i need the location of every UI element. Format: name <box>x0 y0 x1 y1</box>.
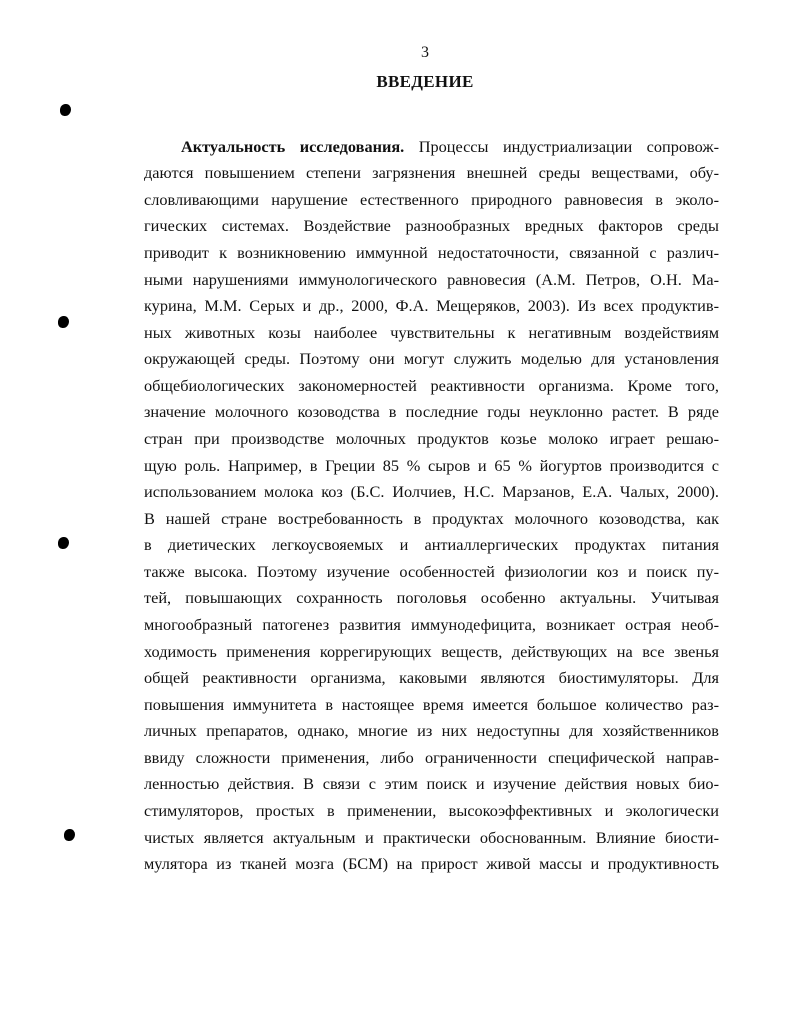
text-line: окружающей среды. Поэтому они могут служить моделью для установления <box>144 349 719 368</box>
text-line: В нашей стране востребованность в продуктах молочного козоводства, как <box>144 509 719 528</box>
page-title: ВВЕДЕНИЕ <box>376 72 474 91</box>
text-line: ленностью действия. В связи с этим поиск и изучение действия новых био- <box>144 774 719 793</box>
page-number: 3 <box>421 44 429 61</box>
text-line: ных животных козы наиболее чувствительны к негативным воздействиям <box>144 323 719 342</box>
text-line: ввиду сложности применения, либо ограниченности специфической направ- <box>144 748 719 767</box>
text-line: использованием молока коз (Б.С. Иолчиев, Н.С. Марзанов, Е.А. Чалых, 2000). <box>144 482 719 501</box>
scan-mark <box>60 104 71 116</box>
text-line: приводит к возникновению иммунной недостаточности, связанной с различ- <box>144 243 719 262</box>
text-line: курина, М.М. Серых и др., 2000, Ф.А. Мещеряков, 2003). Из всех продуктив- <box>144 296 719 315</box>
text-line: словливающими нарушение естественного природного равновесия в эколо- <box>144 190 719 209</box>
text-line: стимуляторов, простых в применении, высокоэффективных и экологически <box>144 801 719 820</box>
text-line: тей, повышающих сохранность поголовья особенно актуальны. Учитывая <box>144 588 719 607</box>
text-line: общебиологических закономерностей реактивности организма. Кроме того, <box>144 376 719 395</box>
text-line: ными нарушениями иммунологического равновесия (А.М. Петров, О.Н. Ма- <box>144 270 719 289</box>
text-line: щую роль. Например, в Греции 85 % сыров и 65 % йогуртов производится с <box>144 456 719 475</box>
scan-mark <box>64 829 75 841</box>
text-line: общей реактивности организма, каковыми являются биостимуляторы. Для <box>144 668 719 687</box>
text-line: также высока. Поэтому изучение особенностей физиологии коз и поиск пу- <box>144 562 719 581</box>
text-line: повышения иммунитета в настоящее время имеется большое количество раз- <box>144 695 719 714</box>
lead-heading: Актуальность исследования. <box>181 137 405 156</box>
text-line: стран при производстве молочных продуктов козье молоко играет решаю- <box>144 429 719 448</box>
text-line-content: Процессы индустриализации сопровож- <box>404 137 719 156</box>
text-line: ходимость применения коррегирующих веществ, действующих на все звенья <box>144 642 719 661</box>
text-line: чистых является актуальным и практически обоснованным. Влияние биости- <box>144 828 719 847</box>
scan-mark <box>58 316 69 328</box>
scan-mark <box>58 537 69 549</box>
text-line: гических системах. Воздействие разнообразных вредных факторов среды <box>144 216 719 235</box>
text-line: даются повышением степени загрязнения внешней среды веществами, обу- <box>144 163 719 182</box>
text-line: значение молочного козоводства в последние годы неуклонно растет. В ряде <box>144 402 719 421</box>
text-line <box>181 137 719 159</box>
text-line: в диетических легкоусвояемых и антиаллергических продуктах питания <box>144 535 719 554</box>
text-line: мулятора из тканей мозга (БСМ) на прирост живой массы и продуктивность <box>144 854 719 873</box>
text-line: многообразный патогенез развития иммунодефицита, возникает острая необ- <box>144 615 719 634</box>
text-line: личных препаратов, однако, многие из них недоступны для хозяйственников <box>144 721 719 740</box>
